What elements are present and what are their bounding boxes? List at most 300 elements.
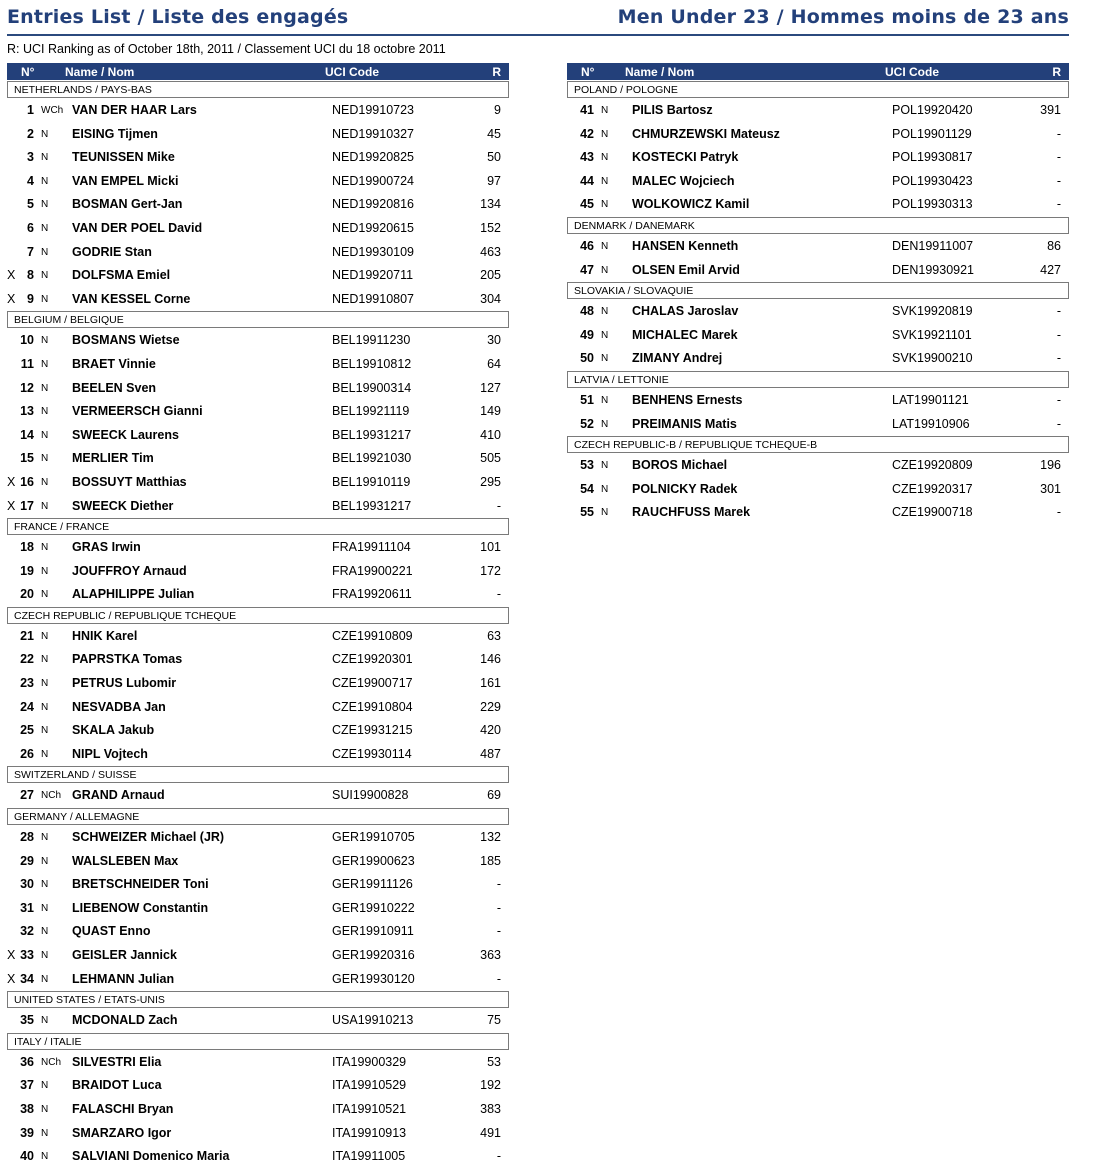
rider-row xyxy=(7,671,509,695)
bib-number: 33 xyxy=(20,948,34,962)
rider-row xyxy=(7,328,509,352)
uci-rank: 86 xyxy=(1047,238,1061,253)
rider-status: N xyxy=(41,725,49,737)
rider-name: VAN DER HAAR Lars xyxy=(72,103,197,117)
country-header: GERMANY / ALLEMAGNE xyxy=(7,808,509,825)
withdrawn-mark: X xyxy=(7,498,16,513)
withdrawn-mark: X xyxy=(7,948,16,962)
rider-status: N xyxy=(41,630,49,642)
rider-status: N xyxy=(41,902,49,914)
bib-number: 41 xyxy=(580,103,594,117)
bib-number: 28 xyxy=(20,830,34,845)
bib-number: 47 xyxy=(580,262,594,277)
bib-number: 38 xyxy=(20,1101,34,1116)
bib-number: 46 xyxy=(580,238,594,253)
rider-row xyxy=(567,453,1069,477)
uci-code: CZE19910804 xyxy=(332,699,413,714)
uci-code: NED19920825 xyxy=(332,150,415,165)
rider-status: N xyxy=(601,128,609,140)
uci-rank: 229 xyxy=(480,699,501,714)
bib-number: 51 xyxy=(580,392,594,407)
uci-rank: 152 xyxy=(480,220,501,235)
withdrawn-mark: X xyxy=(7,268,16,283)
uci-code: DEN19930921 xyxy=(892,262,975,277)
rider-name: GRAND Arnaud xyxy=(72,788,165,803)
rider-status: N xyxy=(41,879,49,891)
rider-status: N xyxy=(41,678,49,690)
header-number: N° xyxy=(581,65,595,79)
rider-status: N xyxy=(601,353,609,365)
uci-code: POL19930313 xyxy=(892,197,973,212)
rider-status: N xyxy=(601,418,609,430)
rider-status: N xyxy=(41,293,49,305)
country-header: CZECH REPUBLIC / REPUBLIQUE TCHEQUE xyxy=(7,607,509,624)
uci-code: BEL19931217 xyxy=(332,427,412,442)
rider-name: BRAIDOT Luca xyxy=(72,1078,162,1093)
bib-number: 6 xyxy=(27,220,34,235)
bib-number: 11 xyxy=(20,356,34,371)
uci-rank: 410 xyxy=(480,427,501,442)
bib-number: 10 xyxy=(20,333,34,348)
rider-row xyxy=(7,376,509,400)
rider-name: VAN DER POEL David xyxy=(72,220,203,235)
country-header: LATVIA / LETTONIE xyxy=(567,371,1069,388)
bib-number: 48 xyxy=(580,304,594,319)
rider-name: BOSMANS Wietse xyxy=(72,333,180,348)
rider-row xyxy=(7,263,509,287)
rider-status: NCh xyxy=(41,1056,62,1068)
bib-number: 9 xyxy=(27,291,34,306)
rider-row xyxy=(7,1097,509,1121)
rider-row xyxy=(567,145,1069,169)
bib-number: 30 xyxy=(20,877,34,892)
rider-name: EISING Tijmen xyxy=(72,126,158,141)
uci-rank: - xyxy=(1056,173,1061,188)
rider-name: BOSMAN Gert-Jan xyxy=(72,197,183,212)
rider-status: N xyxy=(41,950,49,961)
country-header: BELGIUM / BELGIQUE xyxy=(7,311,509,328)
rider-name: BRAET Vinnie xyxy=(72,356,156,371)
uci-rank: - xyxy=(496,498,501,513)
rider-row xyxy=(7,1144,509,1168)
bib-number: 54 xyxy=(580,481,594,496)
rider-row xyxy=(7,624,509,648)
bib-number: 31 xyxy=(20,900,34,915)
page-header xyxy=(7,0,1069,36)
rider-row xyxy=(567,412,1069,436)
rider-row xyxy=(7,122,509,146)
rider-row xyxy=(7,582,509,606)
rider-row xyxy=(7,1008,509,1032)
withdrawn-mark: X xyxy=(7,971,16,986)
rider-name: POLNICKY Radek xyxy=(632,481,738,496)
rider-row xyxy=(567,323,1069,347)
rider-row xyxy=(567,388,1069,412)
uci-code: ITA19910529 xyxy=(332,1078,407,1093)
uci-code: GER19910222 xyxy=(332,900,415,915)
entries-table-right xyxy=(567,63,1069,524)
uci-code: FRA19911104 xyxy=(332,540,411,555)
rider-status: N xyxy=(41,1103,49,1115)
rider-name: DOLFSMA Emiel xyxy=(72,268,171,283)
bib-number: 2 xyxy=(27,126,34,141)
rider-status: N xyxy=(601,394,609,406)
bib-number: 23 xyxy=(20,676,34,691)
rider-name: SMARZARO Igor xyxy=(72,1125,172,1140)
rider-name: VERMEERSCH Gianni xyxy=(72,404,203,419)
bib-number: 55 xyxy=(580,505,594,520)
rider-name: FALASCHI Bryan xyxy=(72,1101,174,1116)
rider-row xyxy=(7,718,509,742)
document-title: Entries List / Liste des engagés xyxy=(7,6,349,28)
rider-row xyxy=(7,783,509,807)
uci-code: ITA19900329 xyxy=(332,1054,407,1069)
rider-row xyxy=(7,470,509,494)
rider-name: VAN EMPEL Micki xyxy=(72,173,179,188)
bib-number: 34 xyxy=(20,971,34,986)
rider-status: N xyxy=(601,264,609,276)
header-uci-code: UCI Code xyxy=(325,65,379,79)
rider-name: MCDONALD Zach xyxy=(72,1013,178,1028)
uci-code: BEL19911230 xyxy=(332,333,411,348)
uci-code: GER19930120 xyxy=(332,971,415,986)
country-header: DENMARK / DANEMARK xyxy=(567,217,1069,234)
uci-code: CZE19920809 xyxy=(892,458,973,473)
uci-rank: - xyxy=(1056,197,1061,212)
rider-row xyxy=(567,500,1069,524)
uci-code: FRA19900221 xyxy=(332,563,413,578)
rider-name: JOUFFROY Arnaud xyxy=(72,563,187,578)
rider-status: N xyxy=(41,565,49,577)
uci-rank: 185 xyxy=(480,853,501,868)
uci-rank: 505 xyxy=(480,451,501,466)
rider-status: N xyxy=(41,382,49,394)
uci-code: CZE19900717 xyxy=(332,676,413,691)
uci-code: SUI19900828 xyxy=(332,788,409,803)
bib-number: 5 xyxy=(27,197,34,212)
left-groups xyxy=(7,81,509,1168)
uci-rank: - xyxy=(496,971,501,986)
uci-code: SVK19900210 xyxy=(892,351,973,366)
uci-rank: 50 xyxy=(487,150,501,165)
uci-code: CZE19920317 xyxy=(892,481,973,496)
rider-row xyxy=(7,872,509,896)
uci-code: SVK19920819 xyxy=(892,304,973,319)
uci-code: POL19930817 xyxy=(892,150,973,165)
rider-name: MERLIER Tim xyxy=(72,451,154,466)
rider-name: WOLKOWICZ Kamil xyxy=(632,197,750,212)
rider-name: KOSTECKI Patryk xyxy=(632,150,739,165)
bib-number: 53 xyxy=(580,458,594,473)
rider-status: N xyxy=(41,1015,49,1027)
rider-status: N xyxy=(601,460,609,472)
rider-name: SALVIANI Domenico Maria xyxy=(72,1149,230,1164)
rider-name: LIEBENOW Constantin xyxy=(72,900,209,915)
rider-name: GODRIE Stan xyxy=(72,244,152,259)
rider-status: N xyxy=(41,128,49,140)
rider-name: OLSEN Emil Arvid xyxy=(632,262,740,277)
uci-rank: - xyxy=(496,900,501,915)
uci-code: LAT19910906 xyxy=(892,416,970,431)
rider-name: LEHMANN Julian xyxy=(72,971,175,986)
bib-number: 24 xyxy=(20,699,34,714)
bib-number: 21 xyxy=(20,628,34,643)
rider-status: N xyxy=(41,453,49,465)
rider-name: NIPL Vojtech xyxy=(72,746,148,761)
header-rank: R xyxy=(492,65,501,79)
rider-status: N xyxy=(41,476,49,488)
rider-name: BRETSCHNEIDER Toni xyxy=(72,877,209,892)
bib-number: 13 xyxy=(20,404,34,419)
rider-status: N xyxy=(41,832,49,844)
rider-row xyxy=(567,98,1069,122)
uci-rank: 304 xyxy=(480,291,501,306)
rider-name: BOSSUYT Matthias xyxy=(72,474,187,489)
rider-status: NCh xyxy=(41,790,62,802)
bib-number: 22 xyxy=(20,652,34,667)
bib-number: 42 xyxy=(580,126,594,141)
rider-name: HNIK Karel xyxy=(72,628,138,643)
rider-status: N xyxy=(41,855,49,867)
rider-name: MALEC Wojciech xyxy=(632,173,735,188)
uci-rank: - xyxy=(496,877,501,892)
rider-row xyxy=(567,169,1069,193)
uci-code: POL19920420 xyxy=(892,103,973,117)
uci-code: ITA19910521 xyxy=(332,1101,407,1116)
uci-code: BEL19900314 xyxy=(332,380,412,395)
uci-code: DEN19911007 xyxy=(892,238,974,253)
bib-number: 3 xyxy=(27,150,34,165)
rider-row xyxy=(7,352,509,376)
uci-rank: 9 xyxy=(494,103,501,117)
uci-code: BEL19910812 xyxy=(332,356,412,371)
bib-number: 43 xyxy=(580,150,594,165)
rider-name: SWEECK Laurens xyxy=(72,427,179,442)
uci-rank: 205 xyxy=(480,268,501,283)
rider-row xyxy=(567,299,1069,323)
rider-name: GEISLER Jannick xyxy=(72,948,177,962)
bib-number: 1 xyxy=(27,103,34,117)
bib-number: 4 xyxy=(27,173,34,188)
bib-number: 27 xyxy=(20,788,34,803)
uci-rank: 420 xyxy=(480,723,501,738)
uci-code: NED19920816 xyxy=(332,197,415,212)
uci-rank: 301 xyxy=(1040,481,1061,496)
uci-code: GER19911126 xyxy=(332,877,413,892)
uci-rank: 427 xyxy=(1040,262,1061,277)
rider-status: N xyxy=(41,500,49,512)
rider-status: N xyxy=(41,542,49,554)
withdrawn-mark: X xyxy=(7,291,16,306)
bib-number: 18 xyxy=(20,540,34,555)
uci-rank: 487 xyxy=(480,746,501,761)
rider-status: N xyxy=(41,175,49,187)
uci-code: NED19900724 xyxy=(332,173,415,188)
rider-row xyxy=(7,446,509,470)
bib-number: 17 xyxy=(20,498,34,513)
header-name: Name / Nom xyxy=(65,65,135,79)
uci-code: CZE19900718 xyxy=(892,505,973,520)
rider-status: N xyxy=(41,973,49,985)
uci-code: LAT19901121 xyxy=(892,392,969,407)
rider-status: N xyxy=(41,654,49,666)
uci-rank: 97 xyxy=(487,173,501,188)
rider-name: GRAS Irwin xyxy=(72,540,141,555)
rider-row xyxy=(7,896,509,920)
rider-name: QUAST Enno xyxy=(72,924,151,939)
header-uci-code: UCI Code xyxy=(885,65,939,79)
rider-name: CHMURZEWSKI Mateusz xyxy=(632,126,780,141)
withdrawn-mark: X xyxy=(7,474,16,489)
right-groups xyxy=(567,81,1069,524)
uci-rank: 64 xyxy=(487,356,501,371)
rider-row xyxy=(7,1073,509,1097)
rider-row xyxy=(7,98,509,122)
rider-row xyxy=(7,192,509,216)
rider-status: N xyxy=(601,306,609,318)
rider-status: N xyxy=(41,701,49,713)
uci-rank: 161 xyxy=(480,676,501,691)
ranking-note: R: UCI Ranking as of October 18th, 2011 / Classement UCI du 18 octobre 2011 xyxy=(7,42,446,56)
rider-name: SILVESTRI Elia xyxy=(72,1054,162,1069)
uci-rank: 101 xyxy=(480,540,501,555)
table-header xyxy=(7,63,509,80)
rider-row xyxy=(7,742,509,766)
bib-number: 49 xyxy=(580,327,594,342)
rider-row xyxy=(7,919,509,943)
bib-number: 25 xyxy=(20,723,34,738)
country-header: FRANCE / FRANCE xyxy=(7,518,509,535)
uci-code: POL19901129 xyxy=(892,126,972,141)
bib-number: 45 xyxy=(580,197,594,212)
uci-rank: 45 xyxy=(487,126,501,141)
uci-rank: 295 xyxy=(480,474,501,489)
rider-status: N xyxy=(41,406,49,418)
country-header: ITALY / ITALIE xyxy=(7,1033,509,1050)
rider-name: ZIMANY Andrej xyxy=(632,351,723,366)
rider-status: N xyxy=(41,1080,49,1092)
rider-row xyxy=(567,258,1069,282)
rider-row xyxy=(7,967,509,991)
rider-row xyxy=(7,695,509,719)
rider-row xyxy=(7,1121,509,1145)
country-header: SWITZERLAND / SUISSE xyxy=(7,766,509,783)
bib-number: 20 xyxy=(20,587,34,602)
uci-rank: 363 xyxy=(480,948,501,962)
rider-row xyxy=(7,494,509,518)
rider-name: BOROS Michael xyxy=(632,458,728,473)
rider-row xyxy=(567,192,1069,216)
header-number: N° xyxy=(21,65,35,79)
uci-rank: 172 xyxy=(480,563,501,578)
uci-code: FRA19920611 xyxy=(332,587,412,602)
country-header: NETHERLANDS / PAYS-BAS xyxy=(7,81,509,98)
uci-code: NED19920615 xyxy=(332,220,415,235)
uci-code: GER19910911 xyxy=(332,924,414,939)
rider-status: N xyxy=(41,246,49,258)
rider-row xyxy=(7,145,509,169)
bib-number: 44 xyxy=(580,173,594,188)
rider-row xyxy=(7,1050,509,1074)
rider-status: N xyxy=(41,589,49,601)
header-rank: R xyxy=(1052,65,1061,79)
rider-status: N xyxy=(41,429,49,441)
rider-status: N xyxy=(41,748,49,760)
uci-code: NED19920711 xyxy=(332,268,414,283)
rider-name: MICHALEC Marek xyxy=(632,327,738,342)
rider-name: SWEECK Diether xyxy=(72,498,174,513)
rider-row xyxy=(567,234,1069,258)
uci-rank: - xyxy=(1056,304,1061,319)
rider-name: BEELEN Sven xyxy=(72,380,157,395)
category-title: Men Under 23 / Hommes moins de 23 ans xyxy=(617,6,1069,28)
bib-number: 19 xyxy=(20,563,34,578)
bib-number: 15 xyxy=(20,451,34,466)
rider-row xyxy=(7,849,509,873)
uci-code: ITA19910913 xyxy=(332,1125,407,1140)
uci-rank: 463 xyxy=(480,244,501,259)
rider-name: VAN KESSEL Corne xyxy=(72,291,191,306)
uci-rank: 30 xyxy=(487,333,501,348)
rider-row xyxy=(7,287,509,311)
uci-code: ITA19911005 xyxy=(332,1149,406,1164)
rider-name: WALSLEBEN Max xyxy=(72,853,179,868)
uci-code: GER19910705 xyxy=(332,830,415,845)
rider-row xyxy=(7,399,509,423)
bib-number: 8 xyxy=(27,268,34,283)
rider-row xyxy=(7,240,509,264)
uci-rank: 132 xyxy=(480,830,501,845)
bib-number: 16 xyxy=(20,474,34,489)
uci-rank: - xyxy=(1056,505,1061,520)
rider-row xyxy=(7,423,509,447)
bib-number: 14 xyxy=(20,427,34,442)
rider-name: PREIMANIS Matis xyxy=(632,416,737,431)
uci-rank: 127 xyxy=(480,380,501,395)
rider-row xyxy=(567,122,1069,146)
uci-code: NED19910723 xyxy=(332,103,415,117)
uci-code: GER19900623 xyxy=(332,853,415,868)
uci-rank: 146 xyxy=(480,652,501,667)
uci-rank: 75 xyxy=(487,1013,501,1028)
uci-code: NED19930109 xyxy=(332,244,415,259)
uci-rank: - xyxy=(496,924,501,939)
bib-number: 7 xyxy=(27,244,34,259)
uci-rank: 391 xyxy=(1040,103,1061,117)
uci-rank: 134 xyxy=(480,197,501,212)
uci-rank: - xyxy=(496,1149,501,1164)
bib-number: 35 xyxy=(20,1013,34,1028)
uci-code: GER19920316 xyxy=(332,948,415,962)
rider-name: NESVADBA Jan xyxy=(72,699,166,714)
rider-status: N xyxy=(601,199,609,211)
uci-rank: - xyxy=(1056,392,1061,407)
uci-code: USA19910213 xyxy=(332,1013,414,1028)
uci-rank: 69 xyxy=(487,788,501,803)
uci-rank: 383 xyxy=(480,1101,501,1116)
rider-name: PILIS Bartosz xyxy=(632,103,713,117)
bib-number: 39 xyxy=(20,1125,34,1140)
uci-code: NED19910327 xyxy=(332,126,415,141)
rider-status: N xyxy=(601,152,609,164)
uci-rank: 491 xyxy=(480,1125,501,1140)
rider-name: BENHENS Ernests xyxy=(632,392,743,407)
rider-name: CHALAS Jaroslav xyxy=(632,304,739,319)
bib-number: 12 xyxy=(20,380,34,395)
uci-rank: 196 xyxy=(1040,458,1061,473)
rider-row xyxy=(7,559,509,583)
rider-name: RAUCHFUSS Marek xyxy=(632,505,751,520)
